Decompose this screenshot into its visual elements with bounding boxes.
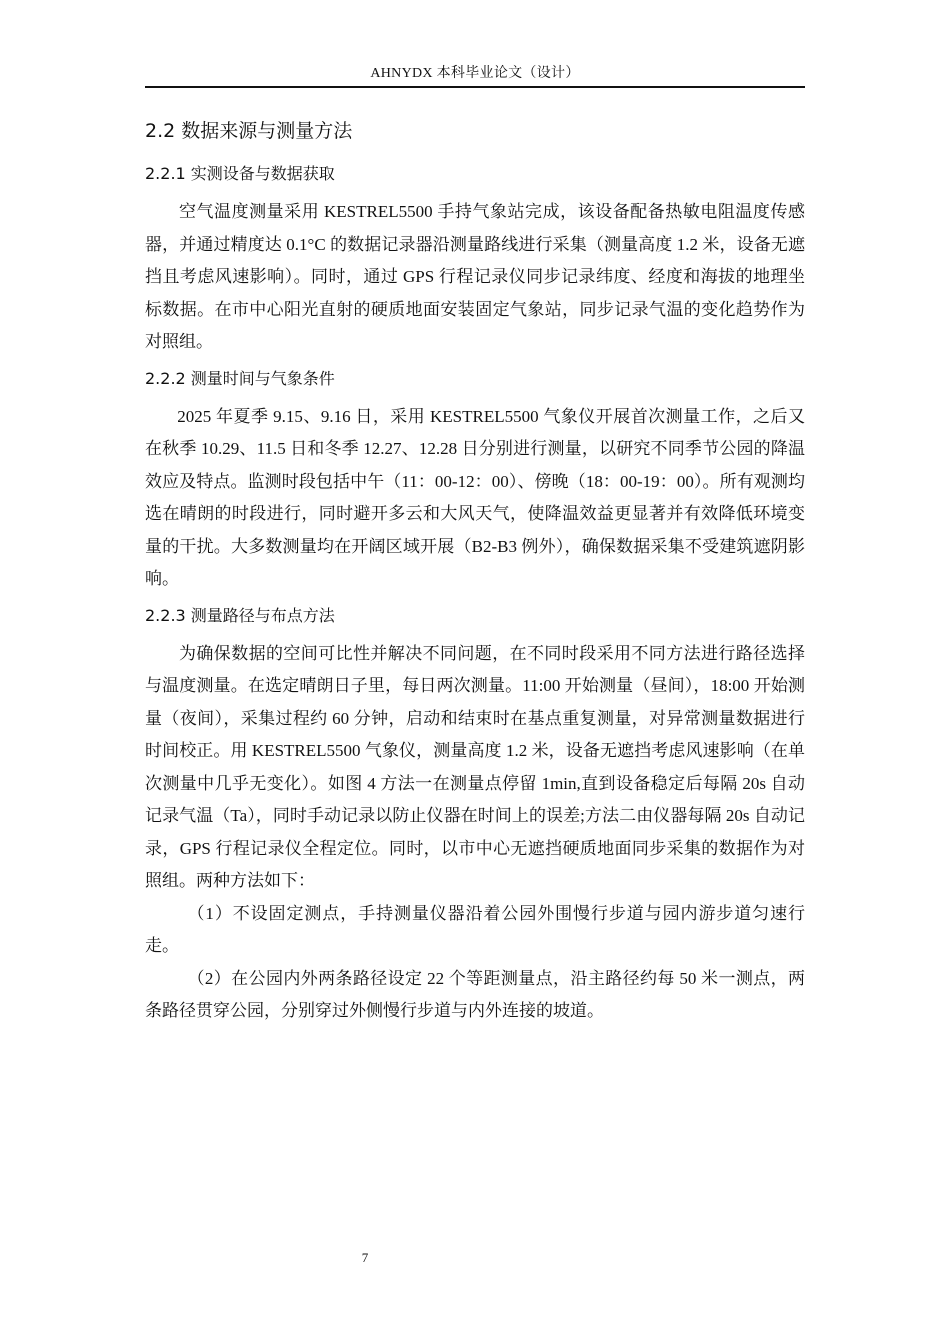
page-header: AHNYDX 本科毕业论文（设计）	[370, 66, 580, 81]
list-item-method-2: （2）在公园内外两条路径设定 22 个等距测量点，沿主路径约每 50 米一测点，两条路径贯穿公园，分别穿过外侧慢行步道与内外连接的坡道。	[145, 968, 805, 1020]
paragraph-route-method: 为确保数据的空间可比性并解决不同问题，在不同时段采用不同方法进行路径选择与温度测量。在选定晴朗日子里，每日两次测量。11:00 开始测量（昼间），18:00 开始测量（夜间），采集过程约 60 分钟，启动和结束时在基点重复测量，对异常测量数据进行时间校正。用 KESTREL5500 气象仪，测量高度 1.2 米，设备无遮挡考虑风速影响（在单次测量中几乎无变化）。如图 4 方法一在测量点停留 1min,直到设备稳定后每隔 20s 自动记录气温（Ta），同时手动记录以防止仪器在时间上的误差;方法二由仪器每隔 20s 自动记录，GPS 行程记录仪全程定位。同时，以市中心无遮挡硬质地面同步采集的数据作为对照组。两种方法如下：	[145, 643, 805, 890]
subsection-heading-2-2-3: 2.2.3 测量路径与布点方法	[145, 605, 335, 625]
subsection-heading-2-2-1: 2.2.1 实测设备与数据获取	[145, 164, 335, 183]
list-item-method-1: （1）不设固定测点，手持测量仪器沿着公园外围慢行步道与园内游步道匀速行走。	[145, 903, 805, 955]
page-body	[145, 116, 805, 1028]
paragraph-equipment: 空气温度测量采用 KESTREL5500 手持气象站完成，该设备配备热敏电阻温度传感器，并通过精度达 0.1°C 的数据记录器沿测量路线进行采集（测量高度 1.2 米，设备无遮挡且考虑风速影响）。同时，通过 GPS 行程记录仪同步记录纬度、经度和海拔的地理坐标数据。在市中心阳光直射的硬质地面安装固定气象站，同步记录气温的变化趋势作为对照组。	[145, 202, 805, 351]
section-heading: 2.2 数据来源与测量方法	[145, 120, 353, 142]
subsection-heading-2-2-2: 2.2.2 测量时间与气象条件	[145, 368, 335, 388]
paragraph-time-conditions: 2025 年夏季 9.15、9.16 日，采用 KESTREL5500 气象仪开展首次测量工作，之后又在秋季 10.29、11.5 日和冬季 12.27、12.28 日分别进行测量，以研究不同季节公园的降温效应及特点。监测时段包括中午（11：00-12：00）、傍晚（18：00-19：00）。所有观测均选在晴朗的时段进行，同时避开多云和大风天气，使降温效益更显著并有效降低环境变量的干扰。大多数测量均在开阔区域开展（B2-B3 例外），确保数据采集不受建筑遮阴影响。	[145, 406, 805, 588]
header-rule	[145, 86, 805, 88]
page-number: 7	[361, 1250, 369, 1265]
